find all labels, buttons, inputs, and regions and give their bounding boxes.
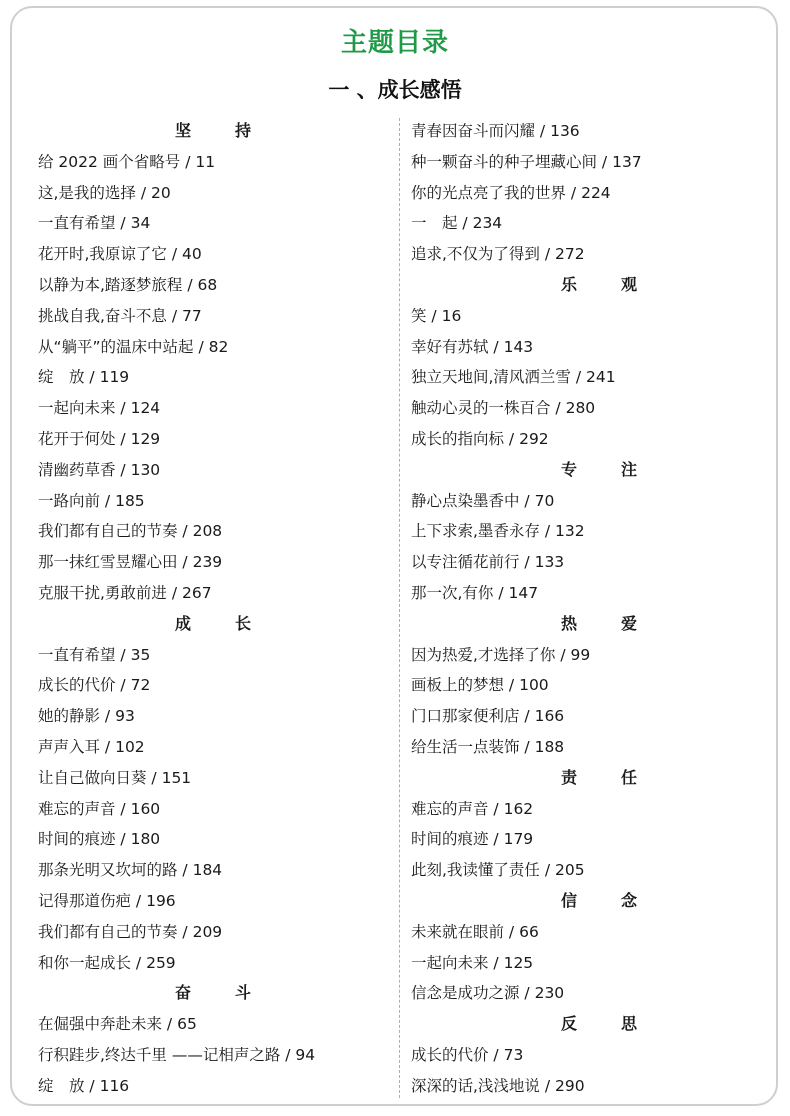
- toc-entry[interactable]: 清幽药草香 / 130: [38, 460, 161, 479]
- toc-entry[interactable]: 幸好有苏轼 / 143: [411, 337, 534, 356]
- left-column: [38, 116, 388, 1102]
- toc-entry[interactable]: 成长的指向标 / 292: [411, 429, 549, 448]
- toc-entry[interactable]: 给生活一点装饰 / 188: [411, 737, 565, 756]
- toc-entry[interactable]: 花开于何处 / 129: [38, 429, 161, 448]
- toc-entry[interactable]: 一路向前 / 185: [38, 491, 145, 510]
- toc-entry[interactable]: 在倔强中奔赴未来 / 65: [38, 1015, 197, 1034]
- page-title: 主题目录: [340, 28, 449, 58]
- category-heading: 热 爱: [561, 613, 652, 633]
- category-heading: 成 长: [174, 613, 265, 633]
- toc-entry[interactable]: 记得那道伤疤 / 196: [38, 891, 176, 910]
- toc-entry[interactable]: 从“躺平”的温床中站起 / 82: [38, 337, 229, 356]
- toc-entry[interactable]: 你的光点亮了我的世界 / 224: [411, 183, 611, 202]
- toc-entry[interactable]: 行积跬步,终达千里 ——记相声之路 / 94: [38, 1045, 316, 1064]
- toc-entry[interactable]: 那条光明又坎坷的路 / 184: [38, 861, 223, 880]
- toc-entry[interactable]: 深深的话,浅浅地说 / 290: [411, 1076, 585, 1095]
- toc-entry[interactable]: 因为热爱,才选择了你 / 99: [411, 645, 591, 664]
- category-heading: 责 任: [561, 767, 652, 787]
- toc-entry[interactable]: 信念是成功之源 / 230: [411, 984, 565, 1003]
- toc-entry[interactable]: 我们都有自己的节奏 / 209: [38, 922, 223, 941]
- toc-entry[interactable]: 绽 放 / 116: [38, 1076, 130, 1095]
- toc-entry[interactable]: 成长的代价 / 73: [411, 1045, 524, 1064]
- toc-entry[interactable]: 让自己做向日葵 / 151: [38, 768, 192, 787]
- toc-entry[interactable]: 追求,不仅为了得到 / 272: [411, 245, 585, 264]
- toc-entry[interactable]: 那一次,有你 / 147: [411, 583, 539, 602]
- toc-entry[interactable]: 挑战自我,奋斗不息 / 77: [38, 306, 202, 325]
- toc-entry[interactable]: 那一抹红雪昱耀心田 / 239: [38, 553, 223, 572]
- toc-entry[interactable]: 绽 放 / 119: [38, 368, 130, 387]
- toc-entry[interactable]: 给 2022 画个省略号 / 11: [38, 152, 216, 171]
- category-heading: 奋 斗: [174, 983, 265, 1003]
- toc-entry[interactable]: 画板上的梦想 / 100: [411, 676, 549, 695]
- toc-entry[interactable]: 成长的代价 / 72: [38, 676, 151, 695]
- toc-entry[interactable]: 这,是我的选择 / 20: [38, 183, 171, 202]
- toc-entry[interactable]: 一起向未来 / 125: [411, 953, 534, 972]
- toc-entry[interactable]: 一 起 / 234: [411, 214, 503, 233]
- toc-entry[interactable]: 未来就在眼前 / 66: [411, 922, 539, 941]
- toc-entry[interactable]: 一直有希望 / 34: [38, 214, 151, 233]
- toc-entry[interactable]: 上下求索,墨香永存 / 132: [411, 522, 585, 541]
- toc-entry[interactable]: 克服干扰,勇敢前进 / 267: [38, 583, 212, 602]
- toc-entry[interactable]: 种一颗奋斗的种子埋藏心间 / 137: [411, 152, 642, 171]
- toc-entry[interactable]: 她的静影 / 93: [38, 707, 135, 726]
- toc-entry[interactable]: 门口那家便利店 / 166: [411, 707, 565, 726]
- toc-entry[interactable]: 一直有希望 / 35: [38, 645, 151, 664]
- toc-entry[interactable]: 笑 / 16: [411, 306, 462, 325]
- category-heading: 信 念: [561, 890, 652, 910]
- toc-entry[interactable]: 声声入耳 / 102: [38, 737, 145, 756]
- toc-entry[interactable]: 以静为本,踏逐梦旅程 / 68: [38, 275, 218, 294]
- toc-entry[interactable]: 此刻,我读懂了责任 / 205: [411, 861, 585, 880]
- right-column: [411, 116, 761, 1102]
- toc-entry[interactable]: 难忘的声音 / 160: [38, 799, 161, 818]
- toc-entry[interactable]: 触动心灵的一株百合 / 280: [411, 399, 596, 418]
- category-heading: 乐 观: [561, 274, 652, 294]
- toc-entry[interactable]: 一起向未来 / 124: [38, 399, 161, 418]
- category-heading: 专 注: [561, 459, 652, 479]
- toc-entry[interactable]: 独立天地间,清风洒兰雪 / 241: [411, 368, 616, 387]
- toc-entry[interactable]: 难忘的声音 / 162: [411, 799, 534, 818]
- toc-entry[interactable]: 时间的痕迹 / 179: [411, 830, 534, 849]
- toc-entry[interactable]: 青春因奋斗而闪耀 / 136: [411, 122, 580, 140]
- section-title: 一 、成长感悟: [328, 78, 462, 102]
- toc-entry[interactable]: 时间的痕迹 / 180: [38, 830, 161, 849]
- toc-entry[interactable]: 和你一起成长 / 259: [38, 953, 176, 972]
- toc-entry[interactable]: 花开时,我原谅了它 / 40: [38, 245, 202, 264]
- toc-entry[interactable]: 以专注循花前行 / 133: [411, 553, 565, 572]
- column-divider: [399, 118, 400, 1098]
- toc-entry[interactable]: 我们都有自己的节奏 / 208: [38, 522, 223, 541]
- category-heading: 反 思: [561, 1014, 652, 1034]
- toc-entry[interactable]: 静心点染墨香中 / 70: [411, 491, 555, 510]
- category-heading: 坚 持: [174, 121, 265, 140]
